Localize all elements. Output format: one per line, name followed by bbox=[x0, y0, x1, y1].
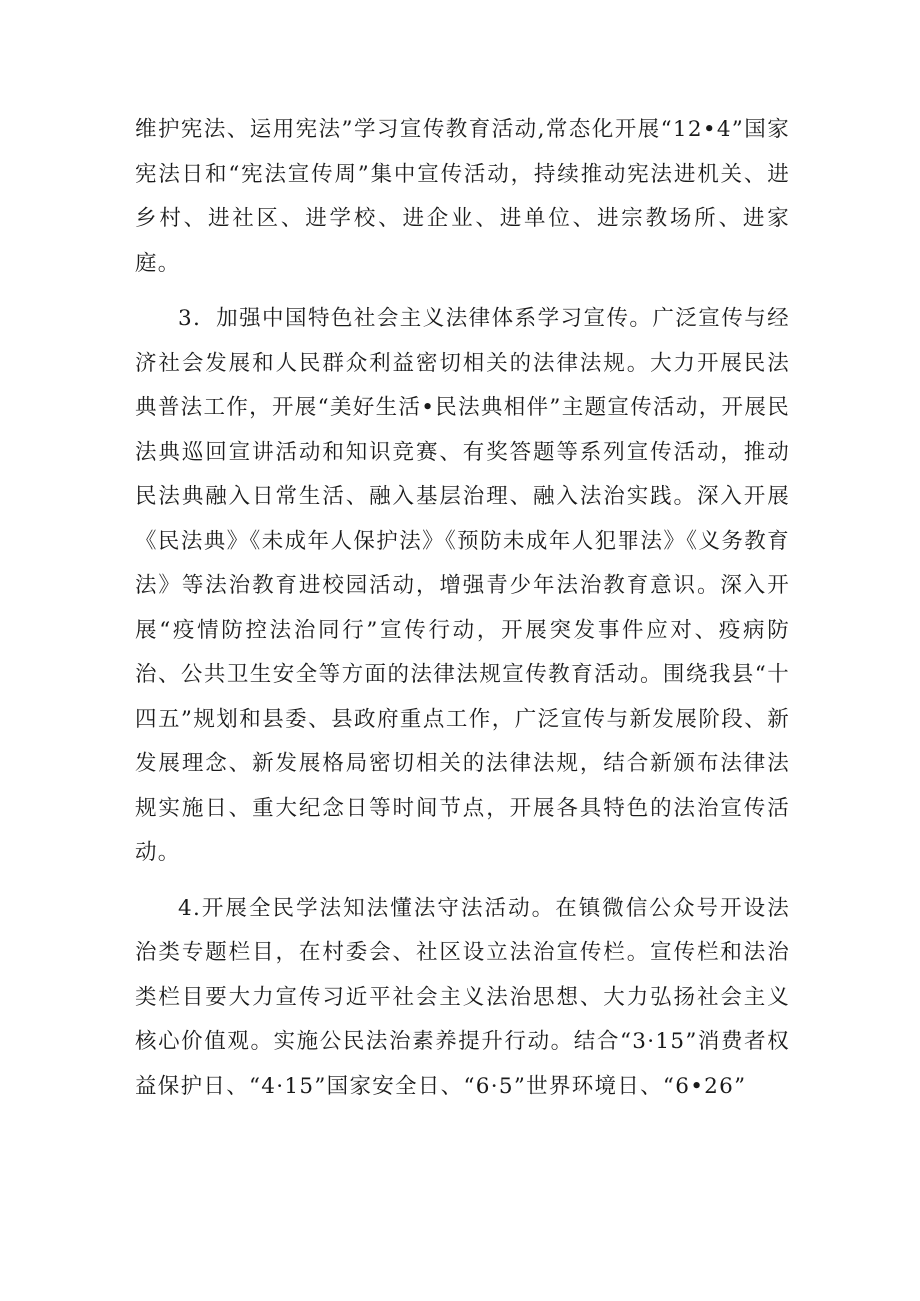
document-body bbox=[135, 108, 790, 1120]
paragraph-legal-system-publicity: 3．加强中国特色社会主义法律体系学习宣传。广泛宣传与经济社会发展和人民群众利益密切相关的法律法规。大力开展民法典普法工作，开展“美好生活•民法典相伴”主题宣传活动，开展民法典巡回宣讲活动和知识竞赛、有奖答题等系列宣传活动，推动民法典融入日常生活、融入基层治理、融入法治实践。深入开展《民法典》《未成年人保护法》《预防未成年人犯罪法》《义务教育法》等法治教育进校园活动，增强青少年法治教育意识。深入开展“疫情防控法治同行”宣传行动，开展突发事件应对、疫病防治、公共卫生安全等方面的法律法规宣传教育活动。围绕我县“十四五”规划和县委、县政府重点工作，广泛宣传与新发展阶段、新发展理念、新发展格局密切相关的法律法规，结合新颁布法律法规实施日、重大纪念日等时间节点，开展各具特色的法治宣传活动。 bbox=[135, 306, 790, 865]
paragraph-constitution-activities: 维护宪法、运用宪法”学习宣传教育活动,常态化开展“12•4”国家宪法日和“宪法宣传周”集中宣传活动，持续推动宪法进机关、进乡村、进社区、进学校、进企业、进单位、进宗教场所、进家庭。 bbox=[135, 117, 790, 276]
paragraph-public-law-learning: 4.开展全民学法知法懂法守法活动。在镇微信公众号开设法治类专题栏目，在村委会、社区设立法治宣传栏。宣传栏和法治类栏目要大力宣传习近平社会主义法治思想、大力弘扬社会主义核心价值观。实施公民法治素养提升行动。结合“3·15”消费者权益保护日、“4·15”国家安全日、“6·5”世界环境日、“6•26” bbox=[135, 895, 790, 1099]
